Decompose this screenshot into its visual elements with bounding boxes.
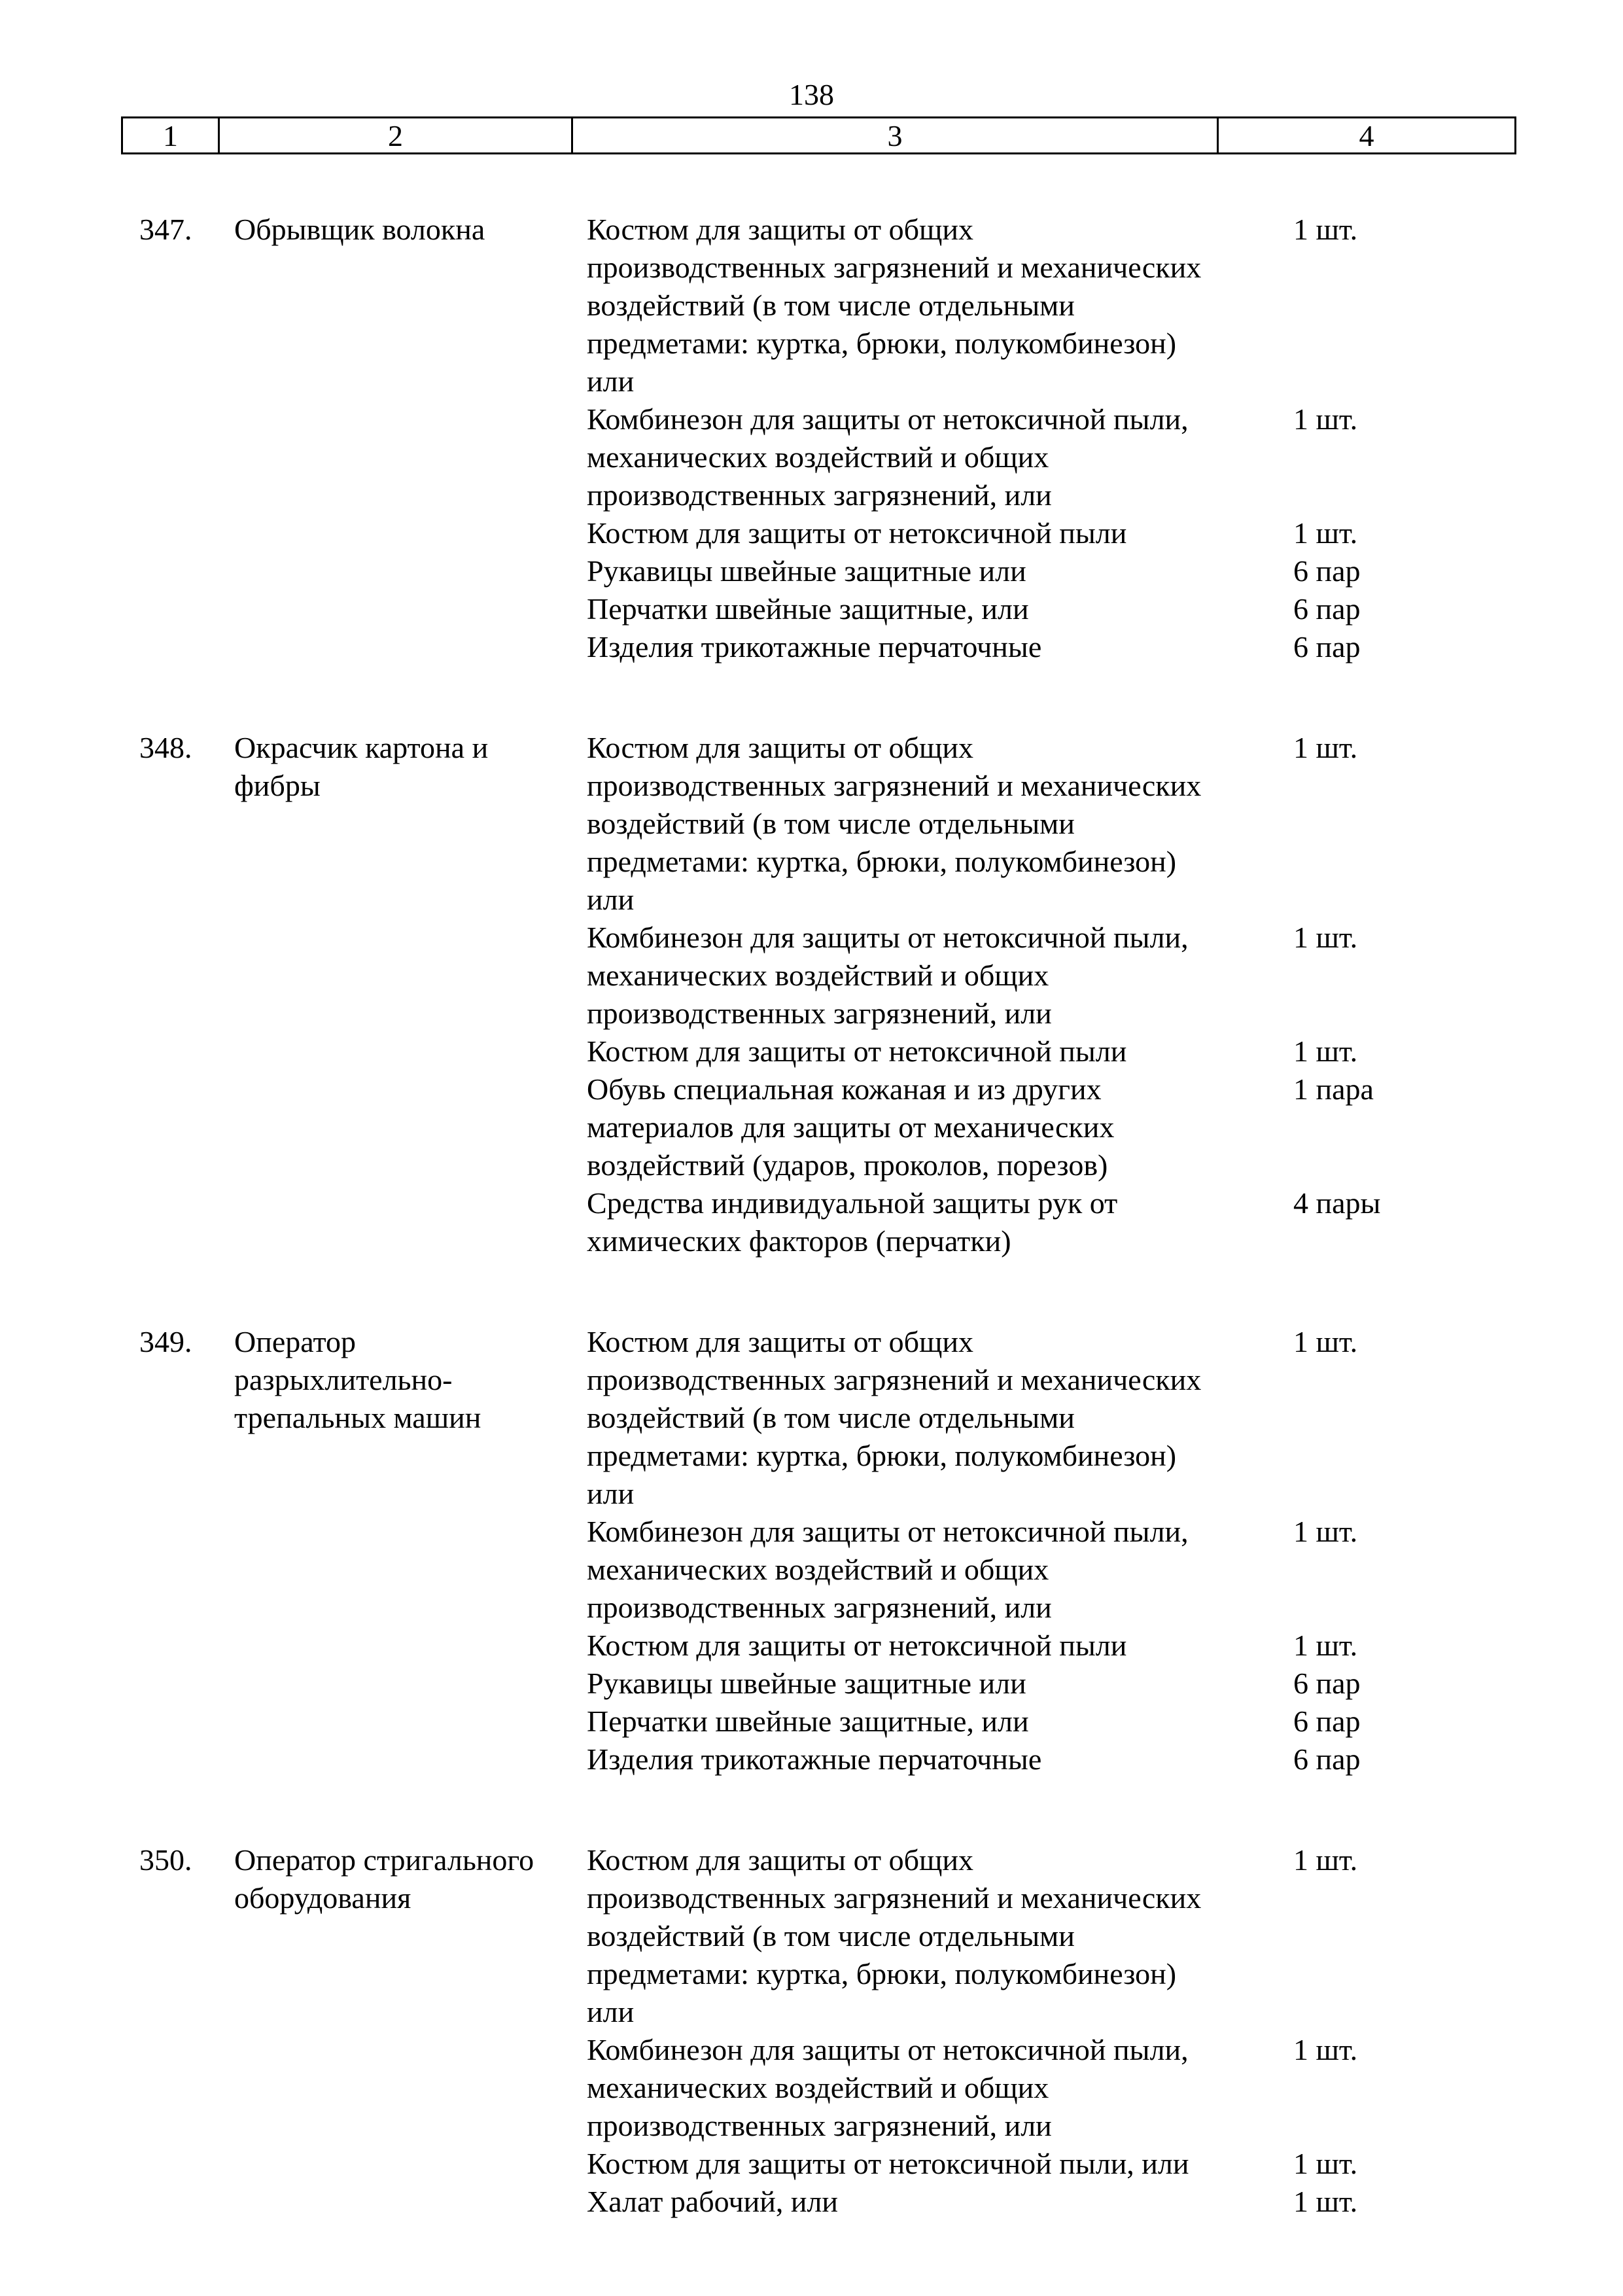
ppe-item [587,1627,1437,1665]
ppe-item-quantity: 1 шт. [1293,1629,1358,1662]
column-header-3: 3 [573,118,1219,152]
ppe-item [587,1070,1437,1184]
ppe-item-quantity: 1 шт. [1293,402,1358,436]
ppe-item-description: Костюм для защиты от общих производственных загрязнений и механических воздействий (в том числе отдельными предметами: куртка, брюки, полукомбинезон) или [587,1843,1202,2028]
ppe-item-quantity: 6 пар [1293,1742,1361,1776]
ppe-item [587,514,1437,552]
entry-number: 350. [139,1843,192,1877]
occupation-name: Обрывщик волокна [234,213,485,246]
ppe-item-description: Рукавицы швейные защитные или [587,554,1026,588]
ppe-item-description: Костюм для защиты от нетоксичной пыли [587,1629,1127,1662]
entry [0,1841,1623,2221]
ppe-item [587,590,1437,628]
ppe-item-description: Рукавицы швейные защитные или [587,1667,1026,1700]
entry [0,1323,1623,1778]
ppe-item-quantity: 1 шт. [1293,1515,1358,1548]
ppe-item-quantity: 1 шт. [1293,1034,1358,1068]
ppe-item-quantity: 6 пар [1293,554,1361,588]
ppe-item-description: Костюм для защиты от нетоксичной пыли [587,1034,1127,1068]
ppe-item-description: Перчатки швейные защитные, или [587,592,1029,626]
ppe-item [587,1033,1437,1070]
ppe-item [587,1740,1437,1778]
occupation-name: Оператор разрыхлительно-трепальных машин [234,1325,481,1434]
ppe-item [587,400,1437,514]
ppe-item-quantity: 6 пар [1293,1704,1361,1738]
column-header-4: 4 [1359,119,1374,152]
ppe-item-description: Костюм для защиты от общих производственных загрязнений и механических воздействий (в том числе отдельными предметами: куртка, брюки, полукомбинезон) или [587,1325,1202,1510]
ppe-item-description: Костюм для защиты от нетоксичной пыли, или [587,2147,1189,2180]
ppe-item [587,1703,1437,1740]
ppe-item-quantity: 1 шт. [1293,2033,1358,2066]
ppe-item-description: Средства индивидуальной защиты рук от химических факторов (перчатки) [587,1186,1118,1258]
ppe-item-description: Обувь специальная кожаная и из других материалов для защиты от механических воздействий (ударов, проколов, порезов) [587,1072,1115,1182]
ppe-item [587,2031,1437,2145]
ppe-item-description: Перчатки швейные защитные, или [587,1704,1029,1738]
ppe-item-quantity: 6 пар [1293,1667,1361,1700]
ppe-item-quantity: 1 шт. [1293,2185,1358,2218]
entry [0,211,1623,666]
column-header-1: 1 [123,118,220,152]
ppe-item-description: Комбинезон для защиты от нетоксичной пыли, механических воздействий и общих производственных загрязнений, или [587,402,1189,512]
ppe-item-description: Комбинезон для защиты от нетоксичной пыли, механических воздействий и общих производственных загрязнений, или [587,2033,1189,2142]
ppe-item-description: Костюм для защиты от общих производственных загрязнений и механических воздействий (в том числе отдельными предметами: куртка, брюки, полукомбинезон) или [587,731,1202,916]
entry-number: 349. [139,1325,192,1358]
ppe-item [587,729,1437,919]
ppe-item-quantity: 1 шт. [1293,1843,1358,1877]
ppe-item-quantity: 1 пара [1293,1072,1374,1106]
ppe-item-quantity: 1 шт. [1293,516,1358,550]
ppe-item-description: Костюм для защиты от нетоксичной пыли [587,516,1127,550]
occupation-name: Окрасчик картона и фибры [234,731,489,802]
ppe-items [587,729,1437,1260]
entry-number: 348. [139,731,192,764]
entry-number: 347. [139,213,192,246]
column-header-row [121,116,1516,154]
ppe-item-description: Комбинезон для защиты от нетоксичной пыли, механических воздействий и общих производственных загрязнений, или [587,1515,1189,1624]
ppe-item-quantity: 1 шт. [1293,731,1358,764]
ppe-item [587,1513,1437,1627]
ppe-item-description: Халат рабочий, или [587,2185,839,2218]
entry [0,729,1623,1260]
ppe-items [587,1323,1437,1778]
ppe-item [587,1323,1437,1513]
ppe-item [587,2183,1437,2221]
ppe-item [587,1841,1437,2031]
ppe-item-quantity: 1 шт. [1293,2147,1358,2180]
column-header-2: 2 [220,118,573,152]
ppe-item-description: Комбинезон для защиты от нетоксичной пыли, механических воздействий и общих производственных загрязнений, или [587,921,1189,1030]
page-number: 138 [789,78,834,111]
ppe-item-quantity: 6 пар [1293,630,1361,663]
ppe-item-quantity: 1 шт. [1293,1325,1358,1358]
ppe-items [587,1841,1437,2221]
ppe-item-quantity: 4 пары [1293,1186,1381,1220]
occupation-name: Оператор стригального оборудования [234,1843,534,1915]
ppe-item [587,1665,1437,1703]
ppe-item-description: Костюм для защиты от общих производственных загрязнений и механических воздействий (в том числе отдельными предметами: куртка, брюки, полукомбинезон) или [587,213,1202,398]
ppe-item [587,2145,1437,2183]
ppe-item-quantity: 1 шт. [1293,213,1358,246]
ppe-item [587,552,1437,590]
entries-list [0,211,1623,2284]
ppe-item-description: Изделия трикотажные перчаточные [587,1742,1042,1776]
ppe-item [587,919,1437,1033]
ppe-item-quantity: 1 шт. [1293,921,1358,954]
ppe-items [587,211,1437,666]
ppe-item-quantity: 6 пар [1293,592,1361,626]
ppe-item-description: Изделия трикотажные перчаточные [587,630,1042,663]
ppe-item [587,211,1437,400]
ppe-item [587,1184,1437,1260]
ppe-item [587,628,1437,666]
